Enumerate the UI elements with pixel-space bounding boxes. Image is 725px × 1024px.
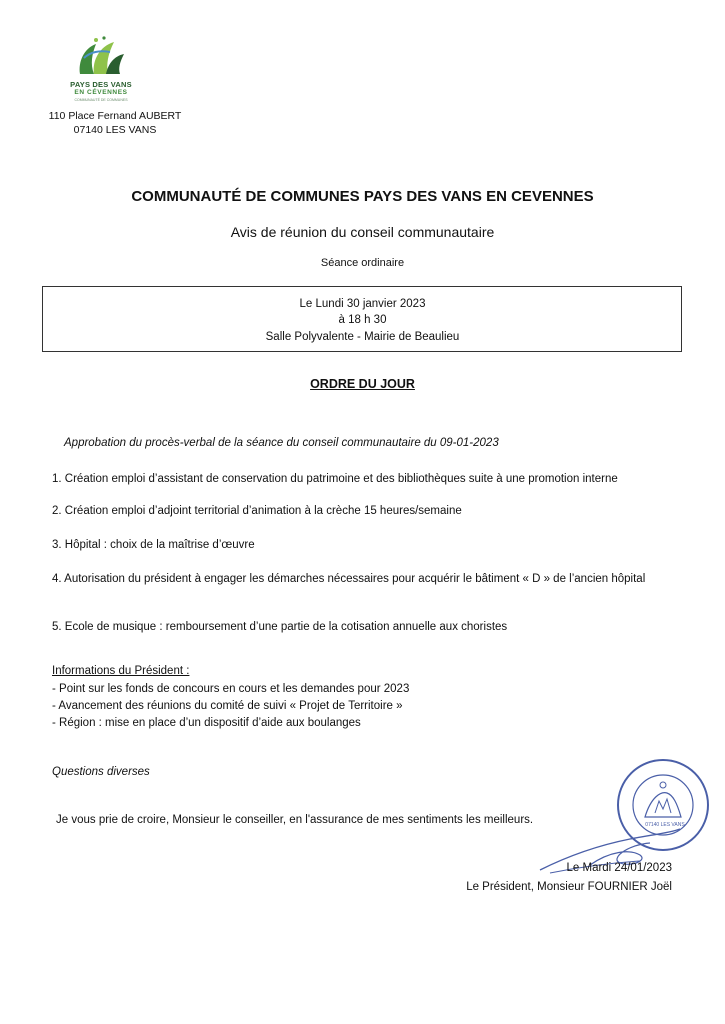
president-info-line-2: - Avancement des réunions du comité de suivi « Projet de Territoire » [52,700,403,712]
agenda-heading: ORDRE DU JOUR [310,377,415,391]
questions-diverses: Questions diverses [52,766,150,778]
session-type: Séance ordinaire [320,257,405,269]
closing-sentence: Je vous prie de croire, Monsieur le conseiller, en l'assurance de mes sentiments les meilleurs. [56,814,534,826]
meeting-date: Le Lundi 30 janvier 2023 [299,298,426,310]
agenda-item-2: 2. Création emploi d’adjoint territorial d’animation à la crèche 15 heures/semaine [52,505,462,517]
agenda-item-3: 3. Hôpital : choix de la maîtrise d’œuvre [52,539,255,551]
meeting-place: Salle Polyvalente - Mairie de Beaulieu [265,331,460,343]
logo-title: PAYS DES VANS [70,80,132,89]
meeting-time: à 18 h 30 [338,314,387,326]
agenda-approval: Approbation du procès-verbal de la séance du conseil communautaire du 09-01-2023 [64,437,499,449]
document-subtitle: Avis de réunion du conseil communautaire [230,224,495,240]
signature-icon [530,815,690,885]
logo-caption: COMMUNAUTÉ DE COMMUNES [74,98,128,102]
agenda-item-1: 1. Création emploi d’assistant de conservation du patrimoine et des bibliothèques suite à une promotion interne [52,473,618,485]
president-info-line-1: - Point sur les fonds de concours en cours et les demandes pour 2023 [52,683,410,695]
document-title: COMMUNAUTÉ DE COMMUNES PAYS DES VANS EN CEVENNES [131,188,594,205]
signature-date: Le Mardi 24/01/2023 [566,862,672,874]
signature-name: Le Président, Monsieur FOURNIER Joël [466,881,672,893]
president-info-heading: Informations du Président : [52,665,190,677]
agenda-item-4: 4. Autorisation du président à engager les démarches nécessaires pour acquérir le bâtiment « D » de l’ancien hôpital [52,573,646,585]
address-city: 07140 LES VANS [73,124,157,136]
logo-graphic [70,34,130,80]
logo-subtitle: EN CÉVENNES [74,89,128,96]
president-info-line-3: - Région : mise en place d’un dispositif d’aide aux boulanges [52,717,361,729]
agenda-item-5: 5. Ecole de musique : remboursement d’une partie de la cotisation annuelle aux choristes [52,621,508,633]
address-street: 110 Place Fernand AUBERT [48,110,182,122]
stamp-bottom-text: 07140 LES VANS [645,822,685,828]
